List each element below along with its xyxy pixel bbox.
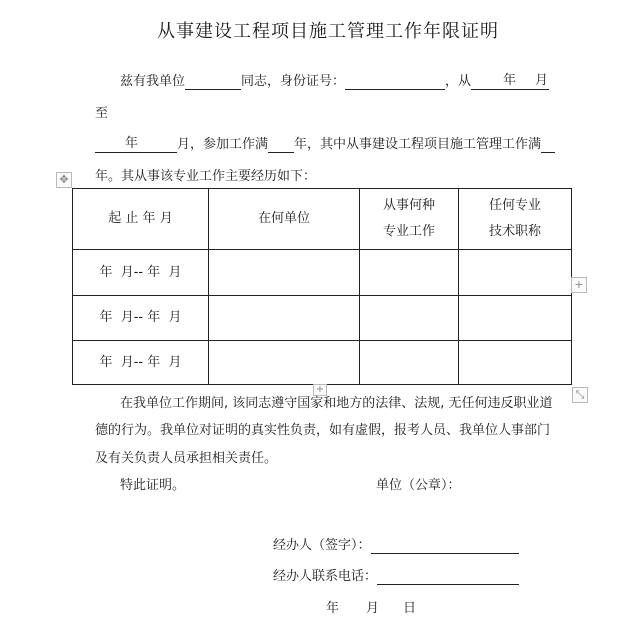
header-unit: 在何单位 [257,211,310,226]
handler-signature-blank[interactable] [371,539,519,554]
total-years-blank[interactable] [268,138,294,153]
handler-phone-line [273,569,519,585]
phone-blank[interactable] [377,570,519,585]
name-blank[interactable] [185,75,241,90]
intro-line-3 [95,137,555,153]
to-label: 至 [95,106,109,121]
end-date-blank[interactable] [95,138,177,153]
experience-table [72,188,572,384]
document-title: 从事建设工程项目施工管理工作年限证明 [157,21,499,42]
table-row-2-period[interactable]: 年 月-- 年 月 [99,310,182,325]
experience-intro: 年。其从事该专业工作主要经历如下： [95,169,317,184]
handler-label: 经办人（签字）： [273,538,371,553]
date-day: 日 [403,601,417,616]
add-row-plus-icon[interactable]: + [313,384,327,396]
add-column-plus-icon[interactable]: + [571,277,587,293]
intro-unit-text: 兹有我单位 [120,74,186,89]
mgmt-years-label: 年，其中从事建设工程项目施工管理工作满 [294,137,542,152]
move-icon[interactable]: ✥ [56,172,72,188]
header-title [459,189,571,249]
table-row-3-period[interactable]: 年 月-- 年 月 [99,354,182,370]
header-title-line2: 技术职称 [488,224,541,239]
statement-line-3: 及有关负责人员承担相关责任。 [95,451,278,466]
phone-label: 经办人联系电话： [273,569,378,584]
header-major-line1: 从事何种 [382,198,435,213]
id-label: 同志，身份证号： [241,74,346,89]
header-title-line1: 任何专业 [488,198,541,213]
statement-line-1: 在我单位工作期间, 该同志遵守国家和地方的法律、法规, 无任何违反职业道 [120,396,553,411]
work-years-label: 月，参加工作满 [177,137,269,152]
header-period: 起 止 年 月 [108,211,173,226]
resize-icon[interactable]: ⤡ [572,387,588,403]
table-row-1-period[interactable]: 年 月-- 年 月 [99,264,182,280]
header-major-line2: 专业工作 [382,224,435,239]
intro-line-1 [120,74,549,90]
unit-seal-label: 单位（公章）： [376,478,461,493]
date-month: 月 [366,601,380,616]
id-number-blank[interactable] [345,75,445,90]
statement-line-2: 德的行为。我单位对证明的真实性负责，如有虚假，报考人员、我单位人事部门 [95,423,551,438]
mgmt-years-blank[interactable] [541,138,555,153]
date-year: 年 [326,601,340,616]
from-label: ，从 [445,74,472,89]
handler-signature-line [273,538,519,554]
special-certification: 特此证明。 [120,478,186,493]
start-year-label: 年 [503,73,517,88]
start-date-blank[interactable] [471,75,549,90]
header-major [360,189,458,249]
start-month-label: 月 [535,73,549,88]
end-year-label: 年 [125,136,139,151]
